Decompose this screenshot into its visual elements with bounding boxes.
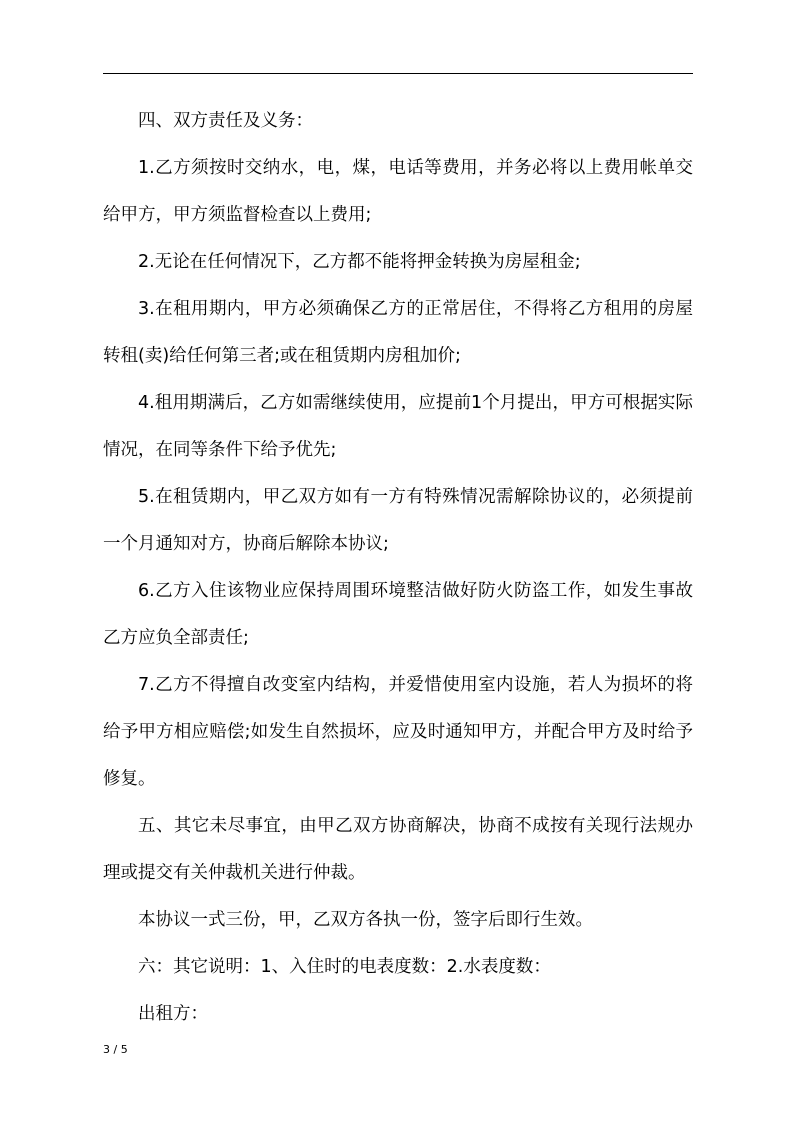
clause-1: 1.乙方须按时交纳水，电，煤，电话等费用，并务必将以上费用帐单交给甲方，甲方须监督检查以上费用; xyxy=(103,158,693,225)
clause-6: 6.乙方入住该物业应保持周围环境整洁做好防火防盗工作，如发生事故乙方应负全部责任; xyxy=(103,581,693,648)
clause-2: 2.无论在任何情况下，乙方都不能将押金转换为房屋租金; xyxy=(138,252,581,272)
copies-statement: 本协议一式三份，甲，乙双方各执一份，签字后即行生效。 xyxy=(138,910,593,930)
clause-7: 7.乙方不得擅自改变室内结构，并爱惜使用室内设施，若人为损坏的将给予甲方相应赔偿;如发生自然损坏，应及时通知甲方，并配合甲方及时给予修复。 xyxy=(103,675,693,789)
page-number: 3 / 5 xyxy=(103,1043,128,1056)
clause-3: 3.在租用期内，甲方必须确保乙方的正常居住，不得将乙方租用的房屋转租(卖)给任何第三者;或在租赁期内房租加价; xyxy=(103,299,693,366)
clause-5: 5.在租赁期内，甲乙双方如有一方有特殊情况需解除协议的，必须提前一个月通知对方，协商后解除本协议; xyxy=(103,487,693,554)
header-rule xyxy=(103,73,693,74)
lessor-signature-line: 出租方： xyxy=(138,1004,208,1024)
document-body xyxy=(103,98,693,1038)
other-notes: 六：其它说明：1、入住时的电表度数：2.水表度数： xyxy=(138,957,551,977)
section-heading-responsibilities: 四、双方责任及义务： xyxy=(138,111,313,131)
clause-4: 4.租用期满后，乙方如需继续使用，应提前1个月提出，甲方可根据实际情况，在同等条件下给予优先; xyxy=(103,393,693,460)
section-other-matters: 五、其它未尽事宜，由甲乙双方协商解决，协商不成按有关现行法规办理或提交有关仲裁机关进行仲裁。 xyxy=(103,816,693,883)
